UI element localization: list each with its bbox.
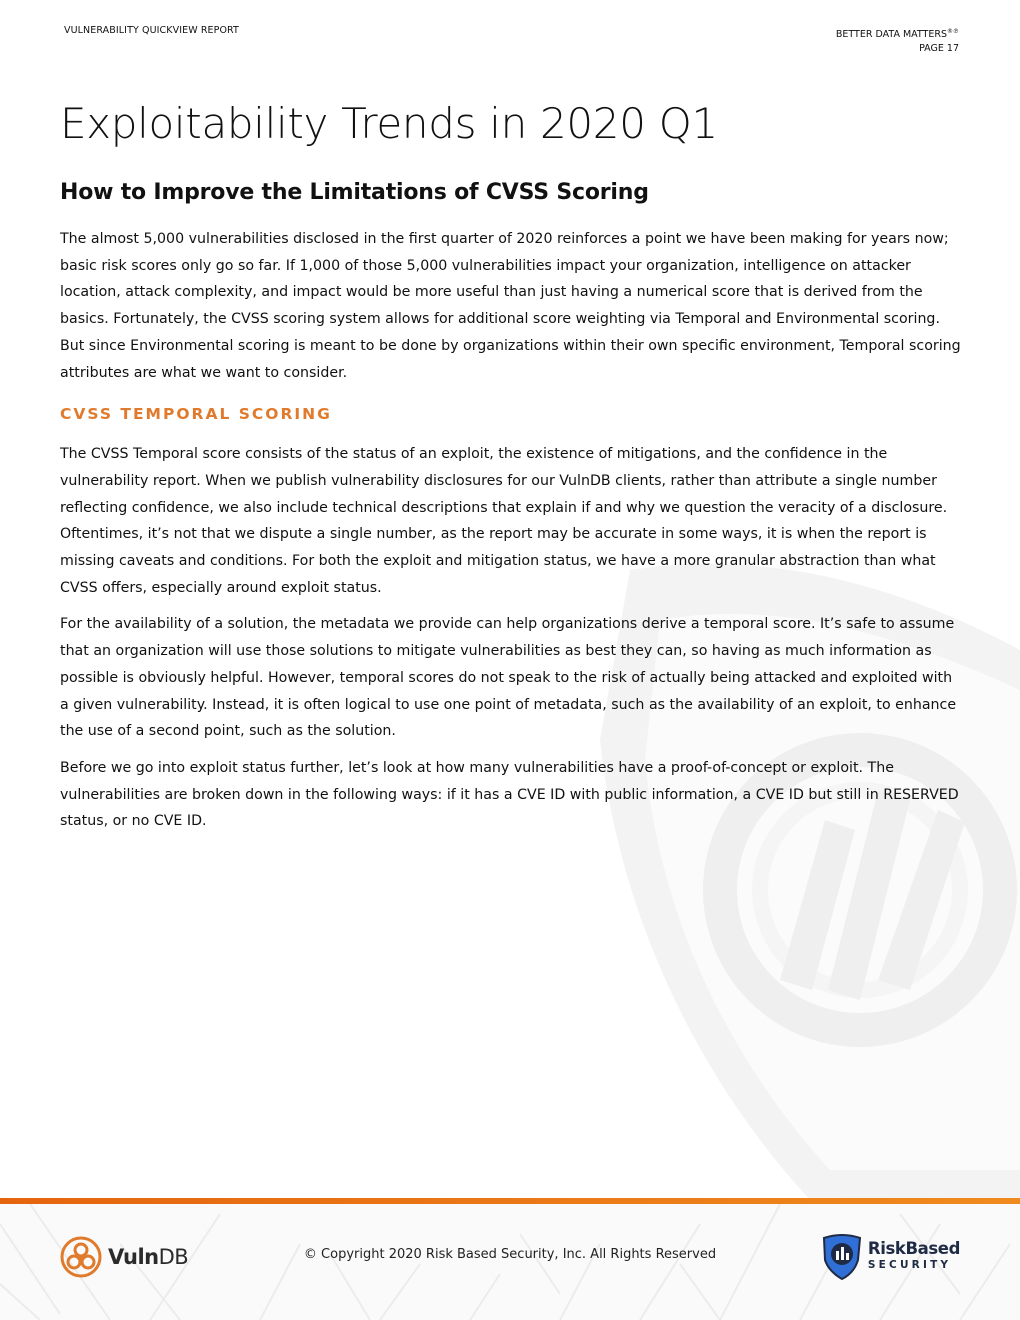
tagline-mark: ®℗ xyxy=(947,28,959,35)
page-title: Exploitability Trends in 2020 Q1 xyxy=(60,99,718,148)
footer xyxy=(0,1204,1020,1320)
paragraph-intro: The almost 5,000 vulnerabilities disclosed in the first quarter of 2020 reinforces a point we have been making for years now; basic risk scores only go so far. If 1,000 of those 5,000 vulnerabilities impact your organization, intelligence on attacker location, attack complexity, and impact would be more useful than just having a numerical score that is derived from the basics. Fortunately, the CVSS scoring system allows for additional score weighting via Temporal and Environmental scoring. But since Environmental scoring is meant to be done by organizations within their own specific environment, Temporal scoring attributes are what we want to consider. xyxy=(60,231,961,381)
paragraph-temporal: The CVSS Temporal score consists of the status of an exploit, the existence of mitigations, and the confidence in the vulnerability report. When we publish vulnerability disclosures for our VulnDB clients, rather than attribute a single number reflecting confidence, we also include technical descriptions that explain if and why we question the veracity of a disclosure. Oftentimes, it’s not that we dispute a single number, as the report may be accurate in some ways, it is when the report is missing caveats and conditions. For both the exploit and mitigation status, we have a more granular abstraction than what CVSS offers, especially around exploit status. xyxy=(60,446,948,596)
paragraph-solution: For the availability of a solution, the metadata we provide can help organizations derive a temporal score. It’s safe to assume that an organization will use those solutions to mitigate vulnerabilities as best they can, so having as much information as possible is obviously helpful. However, temporal scores do not speak to the risk of actually being attacked and exploited with a given vulnerability. Instead, it is often logical to use one point of metadata, such as the availability of an exploit, to enhance the use of a second point, such as the solution. xyxy=(60,616,957,740)
cvss-temporal-heading: CVSS TEMPORAL SCORING xyxy=(60,405,332,424)
section-subtitle: How to Improve the Limitations of CVSS Scoring xyxy=(60,180,649,205)
paragraph-exploit-status: Before we go into exploit status further, let’s look at how many vulnerabilities have a proof-of-concept or exploit. The vulnerabilities are broken down in the following ways: if it has a CVE ID with public information, a CVE ID but still in RESERVED status, or no CVE ID. xyxy=(60,759,959,830)
main-content xyxy=(60,96,964,845)
copyright-notice: © Copyright 2020 Risk Based Security, Inc. All Rights Reserved xyxy=(303,1247,717,1262)
vulndb-wordmark: VulnDB xyxy=(108,1245,189,1269)
tagline: BETTER DATA MATTERS®℗ xyxy=(835,28,959,41)
report-title-header: VULNERABILITY QUICKVIEW REPORT xyxy=(64,25,239,36)
page-number: PAGE 17 xyxy=(919,43,959,55)
header-right xyxy=(836,25,959,56)
rbs-wordmark: RiskBased SECURITY xyxy=(867,1239,960,1271)
shield-logo-icon xyxy=(820,1234,864,1280)
risk-based-security-logo xyxy=(820,1234,960,1280)
